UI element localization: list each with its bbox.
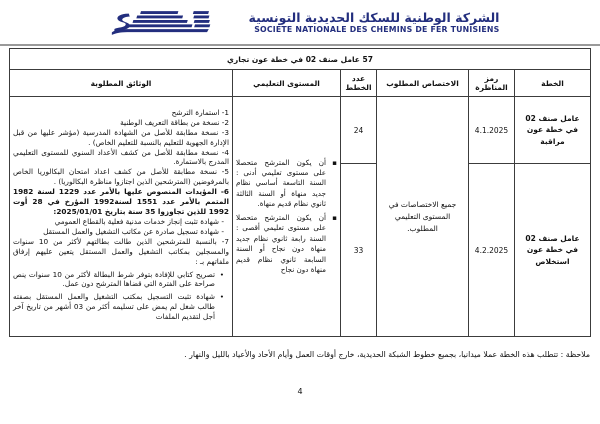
competition-code-cell: 4.2.2025 [469,164,515,337]
company-name-french: SOCIETE NATIONALE DES CHEMINS DE FER TUNISIENS [254,24,500,34]
col-header-specialty: الاختصاص المطلوب [377,70,469,97]
post-count-cell: 24 [341,97,377,164]
position-cell: عامل صنف 02 في خطة عون مراقبة [515,97,591,164]
table-title: 57 عامل صنف 02 في خطة عون تجاري [10,49,591,70]
col-header-count: عدد الخطط [341,70,377,97]
letterhead [0,0,600,44]
education-level-bullet: ▪ أن يكون المترشح متحصلا على مستوى تعليمي أدنى : السنة التاسعة أساسي نظام جديد منهاة أو السنة الثالثة ثانوي نظام قديم منهاة. [236,158,337,210]
col-header-level: المستوى التعليمي [233,70,341,97]
col-header-documents: الوثائق المطلوبة [10,70,233,97]
field-work-note: ملاحظة : تتطلب هذه الخطة عملا ميدانيا، بجميع خطوط الشبكة الحديدية، خارج أوقات العمل وأيام الأحاد والأعياد بالليل والنهار . [184,350,590,359]
table-header-row [10,70,591,97]
education-level-cell [233,97,341,337]
col-header-code: رمز المناظرة [469,70,515,97]
document-line: 6- المؤيدات المنصوص عليها بالأمر عدد 1229 لسنة 1982 المتمم بالأمر عدد 1551 لسنة1992 المؤرخ في 28 أوت 1992 للذين تجاوزوا 35 سنة بتاريخ 2025/01/01: [13,187,229,217]
education-level-list [236,158,337,276]
document-line: 1- استمارة الترشح [171,107,229,117]
education-level-bullet: ▪ أن يكون المترشح متحصلا على مستوى تعليمي أقصى : السنة رابعة ثانوي نظام جديد منهاة دون نجاح أو السنة السابعة ثانوي نظام قديم منهاة دون نجاح [236,213,337,276]
col-header-position: الخطة [515,70,591,97]
document-line: - شهادة تسجيل صادرة عن مكاتب التشغيل والعمل المستقل [43,226,224,236]
table-title-row [10,49,591,70]
document-line: 3- نسخة مطابقة للأصل من الشهادة المدرسية (مؤشر عليها من قبل الإدارة الجهوية للتعليم بالنسبة للتعليم الخاص) . [13,127,229,147]
required-documents-cell [10,97,233,337]
document-line: 5- نسخة مطابقة للأصل من كشف اعداد امتحان البكالوريا الخاص بالمرفوضين (المترشحين الذين اجتازوا مناظرة البكالوريا) . [13,167,229,187]
recruitment-table [9,48,591,337]
document-line: 7- بالنسبة للمترشحين الذين طالت بطالتهم لأكثر من 10 سنوات والمسجلين بمكاتب التشغيل والعمل المستقل يتعين عليهم إرفاق ملفاتهم بـ : [13,236,229,266]
header-divider [0,44,600,46]
required-documents-list [13,108,229,322]
position-cell: عامل صنف 02 في خطة عون استخلاص [515,164,591,337]
document-line: 2- نسخة من بطاقة التعريف الوطنية [120,117,229,127]
competition-code-cell: 4.1.2025 [469,97,515,164]
sncft-train-logo-icon [101,6,223,40]
post-count-cell: 33 [341,164,377,337]
document-line: 4- نسخة مطابقة للأصل من كشف الأعداد السنوي للمستوى التعليمي المدرج بالاستمارة. [13,147,229,167]
specialty-cell: جميع الاختصاصات في المستوى التعليمي المطلوب. [377,97,469,337]
company-names [249,11,500,34]
page-number: 4 [297,387,303,396]
document-line: • تصريح كتابي للإفادة بتوفر شرط البطالة لأكثر من 10 سنوات ينص صراحة على الفترة التي قضاها المترشح دون عمل. [13,270,229,290]
company-name-arabic: الشركة الوطنية للسكك الحديدية التونسية [248,10,500,26]
table-row [10,97,591,164]
document-line: • شهادة تثبت التسجيل بمكتب التشغيل والعمل المستقل بصفته طالب شغل لم يمض على تسليمه أكثر من 03 أشهر من تاريخ آخر أجل لتقديم الملفات [13,292,229,322]
document-line: - شهادة تثبت إنجاز خدمات مدنية فعلية بالقطاع العمومي [54,216,224,226]
